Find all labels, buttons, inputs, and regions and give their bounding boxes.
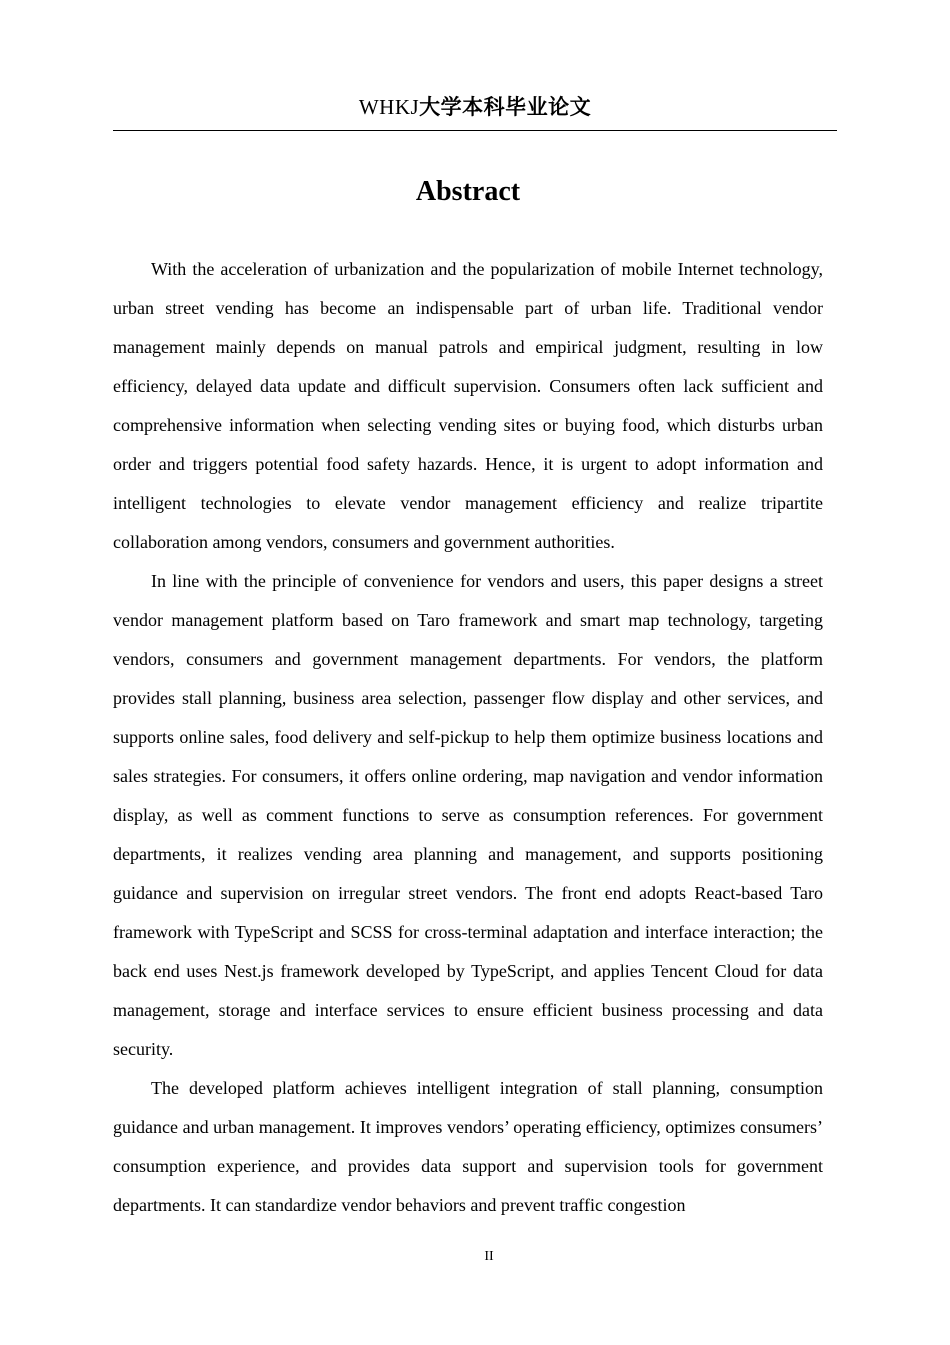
abstract-paragraph-3: The developed platform achieves intelligent integration of stall planning, consumption guidance and urban management. It improves vendors’ operating efficiency, optimizes consumers’ consumption experience, and provides data support and supervision tools for government departments. It can standardize vendor behaviors and prevent traffic congestion bbox=[113, 1078, 823, 1215]
header-divider bbox=[113, 130, 837, 131]
header-thesis-label: 大学本科毕业论文 bbox=[419, 95, 592, 119]
abstract-body bbox=[113, 250, 823, 1225]
header-school-code: WHKJ bbox=[358, 95, 420, 119]
abstract-paragraph-1: With the acceleration of urbanization and the popularization of mobile Internet technology, urban street vending has become an indispensable part of urban life. Traditional vendor management mainly depends on manual patrols and empirical judgment, resulting in low efficiency, delayed data update and difficult supervision. Consumers often lack sufficient and comprehensive information when selecting vending sites or buying food, which disturbs urban order and triggers potential food safety hazards. Hence, it is urgent to adopt information and intelligent technologies to elevate vendor management efficiency and realize tripartite collaboration among vendors, consumers and government authorities. bbox=[113, 259, 823, 552]
page-title: Abstract bbox=[415, 176, 521, 207]
running-header bbox=[113, 93, 837, 121]
abstract-paragraph-2: In line with the principle of convenience for vendors and users, this paper designs a street vendor management platform based on Taro framework and smart map technology, targeting vendors, consumers and government management departments. For vendors, the platform provides stall planning, business area selection, passenger flow display and other services, and supports online sales, food delivery and self-pickup to help them optimize business locations and sales strategies. For consumers, it offers online ordering, map navigation and vendor information display, as well as comment functions to serve as consumption references. For government departments, it realizes vending area planning and management, and supports positioning guidance and supervision on irregular street vendors. The front end adopts React-based Taro framework with TypeScript and SCSS for cross-terminal adaptation and interface interaction; the back end uses Nest.js framework developed by TypeScript, and applies Tencent Cloud for data management, storage and interface services to ensure efficient business processing and data security. bbox=[113, 571, 823, 1059]
page-number: II bbox=[484, 1249, 494, 1264]
